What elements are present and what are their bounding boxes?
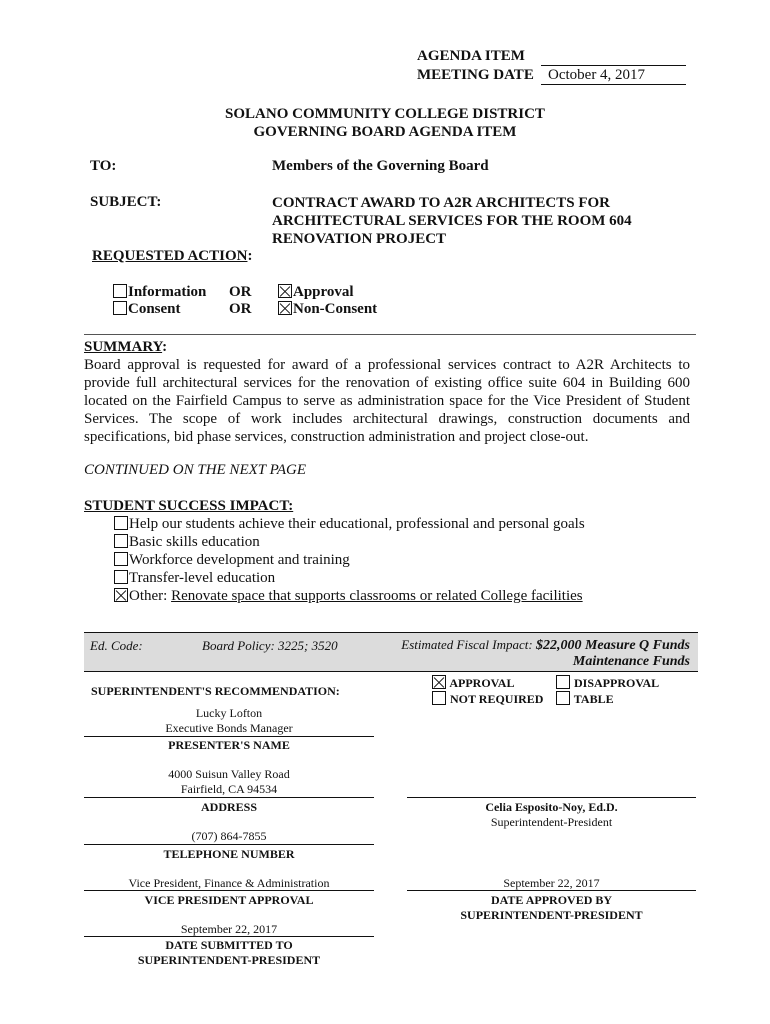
checkbox[interactable]	[114, 570, 128, 584]
date-approved-value: September 22, 2017	[503, 876, 600, 890]
option-information[interactable]	[113, 284, 206, 301]
signature-line	[84, 736, 374, 737]
meeting-date-value: October 4, 2017	[541, 66, 686, 85]
checkbox[interactable]	[114, 552, 128, 566]
address-line2: Fairfield, CA 94534	[180, 782, 278, 796]
requested-action-label: REQUESTED ACTION	[92, 248, 248, 264]
checkbox[interactable]	[114, 534, 128, 548]
summary-colon: :	[162, 339, 168, 355]
student-success-other[interactable]	[114, 587, 585, 605]
student-success-item[interactable]	[114, 551, 585, 569]
summary-label: SUMMARY	[84, 339, 163, 355]
continued-note: CONTINUED ON THE NEXT PAGE	[84, 462, 306, 478]
student-success-heading: STUDENT SUCCESS IMPACT:	[84, 498, 294, 514]
item-label: Workforce development and training	[129, 552, 350, 568]
to-label: TO:	[90, 158, 117, 174]
rec-approval[interactable]	[432, 675, 514, 691]
rec-disapproval[interactable]	[556, 675, 659, 691]
superintendent-name: Celia Esposito-Noy, Ed.D.	[485, 800, 618, 814]
date-submitted-label-line2: SUPERINTENDENT-PRESIDENT	[137, 953, 321, 967]
table-checkbox[interactable]	[556, 691, 570, 705]
address-block	[84, 767, 374, 797]
agenda-item-field	[541, 47, 686, 66]
summary-text	[84, 356, 690, 446]
presenter-name: Lucky Lofton	[195, 706, 263, 720]
student-success-item[interactable]	[114, 533, 585, 551]
signature-line	[84, 890, 374, 891]
vp-label: VICE PRESIDENT APPROVAL	[144, 893, 314, 907]
presenter-title: Executive Bonds Manager	[165, 721, 293, 735]
summary-line: located on the Fairfield Campus to serve as administration space for the Vice President of Student	[84, 393, 690, 409]
to-value: Members of the Governing Board	[272, 158, 489, 174]
rec-not-required[interactable]	[432, 691, 543, 707]
subject-line: CONTRACT AWARD TO A2R ARCHITECTS FOR	[272, 195, 610, 211]
item-label: Basic skills education	[129, 534, 260, 550]
non-consent-label: Non-Consent	[293, 301, 378, 317]
recommendation-spacer	[0, 681, 1, 682]
requested-action-colon: :	[247, 248, 253, 264]
option-approval[interactable]	[278, 284, 354, 301]
option-consent[interactable]	[113, 301, 181, 318]
fiscal-value-line1: $22,000 Measure Q Funds	[535, 638, 690, 653]
summary-line: specifications, bid phase services, construction administration and project close-out.	[84, 429, 589, 445]
agenda-title: GOVERNING BOARD AGENDA ITEM	[253, 124, 517, 140]
rec-table-label: TABLE	[573, 692, 614, 706]
information-label: Information	[128, 284, 207, 300]
non-consent-checkbox[interactable]	[278, 301, 292, 315]
rec-approval-label: APPROVAL	[449, 676, 515, 690]
summary-line: provide full architectural services for the renovation of existing office suite 604 in Building 600	[84, 375, 690, 391]
other-checkbox[interactable]	[114, 588, 128, 602]
item-label: Help our students achieve their educational, professional and personal goals	[129, 516, 585, 532]
checkbox[interactable]	[114, 516, 128, 530]
summary-heading	[84, 339, 167, 356]
date-approved-label	[407, 893, 696, 923]
fiscal-impact	[386, 637, 690, 654]
other-value: Renovate space that supports classrooms or related College facilities	[171, 588, 583, 604]
section-divider	[84, 334, 696, 335]
item-label: Transfer-level education	[129, 570, 276, 586]
signature-line	[84, 844, 374, 845]
telephone-value: (707) 864-7855	[191, 829, 267, 843]
presenter-block	[84, 706, 374, 736]
address-label: ADDRESS	[200, 800, 257, 814]
information-checkbox[interactable]	[113, 284, 127, 298]
fiscal-label: Estimated Fiscal Impact:	[401, 637, 533, 652]
approval-label: Approval	[293, 284, 354, 300]
meeting-date-label: MEETING DATE	[417, 67, 534, 83]
or-label: OR	[229, 301, 252, 317]
rec-disapproval-label: DISAPPROVAL	[574, 676, 660, 690]
date-submitted-label-line1: DATE SUBMITTED TO	[165, 938, 293, 952]
date-submitted-label	[84, 938, 374, 968]
date-submitted-value: September 22, 2017	[180, 922, 278, 936]
agenda-item-label: AGENDA ITEM	[417, 48, 525, 64]
board-policy: Board Policy: 3225; 3520	[202, 638, 338, 653]
superintendent-title: Superintendent-President	[490, 815, 613, 829]
signature-line	[84, 797, 374, 798]
presenter-label: PRESENTER'S NAME	[168, 738, 290, 752]
date-approved-label-line1: DATE APPROVED BY	[490, 893, 613, 907]
consent-checkbox[interactable]	[113, 301, 127, 315]
subject-line: ARCHITECTURAL SERVICES FOR THE ROOM 604	[272, 213, 632, 229]
or-label: OR	[229, 284, 252, 300]
rec-table[interactable]	[556, 691, 614, 707]
signature-line	[84, 936, 374, 937]
rec-not-required-label: NOT REQUIRED	[450, 692, 544, 706]
address-line1: 4000 Suisun Valley Road	[168, 767, 290, 781]
subject-line: RENOVATION PROJECT	[272, 231, 447, 247]
district-title: SOLANO COMMUNITY COLLEGE DISTRICT	[225, 106, 545, 122]
not-required-checkbox[interactable]	[432, 691, 446, 705]
approval-checkbox[interactable]	[432, 675, 446, 689]
consent-label: Consent	[128, 301, 181, 317]
summary-line: Services. The scope of work includes architectural drawings, construction documents and	[84, 411, 690, 427]
disapproval-checkbox[interactable]	[556, 675, 570, 689]
other-label: Other:	[129, 588, 168, 604]
fiscal-value-line2: Maintenance Funds	[572, 654, 690, 669]
recommendation-label: SUPERINTENDENT'S RECOMMENDATION:	[91, 684, 340, 698]
ed-code-label: Ed. Code:	[90, 638, 143, 653]
signature-line	[407, 797, 696, 798]
vp-value: Vice President, Finance & Administration	[128, 876, 330, 890]
approval-checkbox[interactable]	[278, 284, 292, 298]
option-non-consent[interactable]	[278, 301, 377, 318]
date-approved-label-line2: SUPERINTENDENT-PRESIDENT	[460, 908, 643, 922]
telephone-label: TELEPHONE NUMBER	[163, 847, 295, 861]
student-success-item[interactable]	[114, 569, 585, 587]
student-success-item[interactable]	[114, 515, 585, 533]
student-success-list	[114, 515, 585, 605]
requested-action-heading	[92, 248, 252, 265]
subject-label: SUBJECT:	[90, 194, 162, 210]
subject-value	[272, 194, 632, 248]
summary-line: Board approval is requested for award of a professional services contract to A2R Architects to	[84, 357, 690, 373]
signature-line	[407, 890, 696, 891]
